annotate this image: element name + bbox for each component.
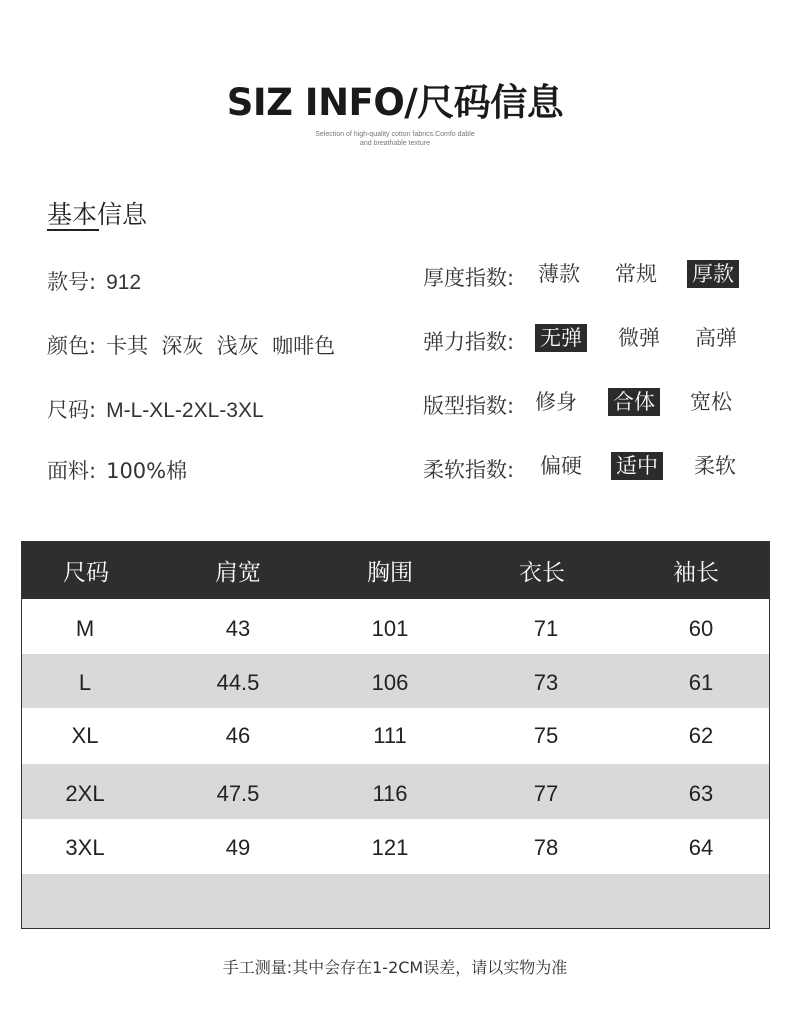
size-table-cell: 43 (225, 616, 251, 641)
size-table-cell: 121 (371, 835, 409, 860)
section-title-basic-info: 基本信息 (47, 200, 148, 229)
size-table-row (22, 819, 769, 874)
index-softness-label: 柔软指数: (423, 458, 515, 482)
size-table-row (22, 764, 769, 819)
size-table-cell: L (78, 670, 92, 695)
size-table-cell: 78 (533, 835, 559, 860)
size-table-row (22, 654, 769, 708)
size-table-cell: 101 (371, 616, 409, 641)
info-sizes-label: 尺码: (47, 398, 97, 422)
size-table-cell: 116 (372, 781, 408, 806)
info-model-label: 款号: (47, 270, 97, 294)
info-sizes-value: M-L-XL-2XL-3XL (106, 399, 264, 422)
index-fit-option: 修身 (535, 390, 577, 414)
size-table-header-cell: 胸围 (367, 560, 413, 586)
size-table-cell: 75 (533, 723, 559, 748)
size-table-cell: 44.5 (216, 670, 260, 695)
measurement-note: 手工测量:其中会存在1-2CM误差，请以实物为准 (222, 958, 568, 977)
size-table (21, 541, 770, 929)
size-table-cell: 47.5 (216, 781, 260, 806)
info-colors-value: 卡其 深灰 浅灰 咖啡色 (106, 334, 336, 358)
size-table-cell: 106 (371, 670, 409, 695)
index-thickness-option: 薄款 (538, 262, 580, 286)
info-model (47, 266, 141, 296)
size-table-cell: 3XL (65, 835, 105, 860)
page-title: SIZ INFO/尺码信息 (226, 81, 564, 124)
index-fit-option: 合体 (608, 388, 660, 416)
info-colors-label: 颜色: (47, 334, 97, 358)
index-elasticity-option: 微弹 (618, 326, 660, 350)
size-table-cell: 64 (688, 835, 714, 860)
size-table-header-cell: 袖长 (673, 560, 719, 586)
index-elasticity-option: 高弹 (695, 326, 737, 350)
size-table-header (22, 542, 769, 599)
info-fabric (47, 455, 187, 485)
info-fabric-label: 面料: (47, 459, 97, 483)
info-colors (47, 330, 335, 360)
size-table-cell: 73 (533, 670, 559, 695)
size-table-row (22, 599, 769, 654)
size-table-header-cell: 尺码 (63, 560, 109, 586)
index-thickness-label: 厚度指数: (423, 266, 515, 290)
size-table-cell: M (75, 616, 95, 641)
size-table-cell: 60 (688, 616, 714, 641)
info-sizes (47, 394, 264, 424)
size-table-cell: 77 (533, 781, 559, 806)
size-table-header-cell: 衣长 (519, 560, 565, 586)
index-elasticity-label: 弹力指数: (423, 330, 515, 354)
info-model-value: 912 (106, 271, 142, 294)
size-table-cell: 71 (533, 616, 559, 641)
index-softness-option: 偏硬 (540, 454, 582, 478)
index-fit-option: 宽松 (690, 390, 732, 414)
page-subtitle: Selection of high-quality cotton fabrics.Comfo dable and breathable texture (315, 131, 475, 147)
index-softness-option: 柔软 (694, 454, 736, 478)
index-elasticity-option: 无弹 (535, 324, 587, 352)
index-thickness-option: 厚款 (687, 260, 739, 288)
size-table-cell: 2XL (65, 781, 105, 806)
size-table-cell: 62 (688, 723, 714, 748)
size-table-header-cell: 肩宽 (215, 560, 261, 586)
size-table-cell: 111 (373, 723, 407, 748)
index-softness-option: 适中 (611, 452, 663, 480)
size-table-cell: 46 (225, 723, 251, 748)
index-fit-label: 版型指数: (423, 394, 515, 418)
index-thickness-option: 常规 (615, 262, 657, 286)
section-underline (47, 229, 99, 231)
size-table-cell: 49 (225, 835, 251, 860)
size-table-cell: 63 (688, 781, 714, 806)
size-table-cell: XL (71, 723, 99, 748)
size-table-cell: 61 (688, 670, 714, 695)
info-fabric-value: 100%棉 (106, 459, 188, 483)
size-table-row (22, 708, 769, 764)
